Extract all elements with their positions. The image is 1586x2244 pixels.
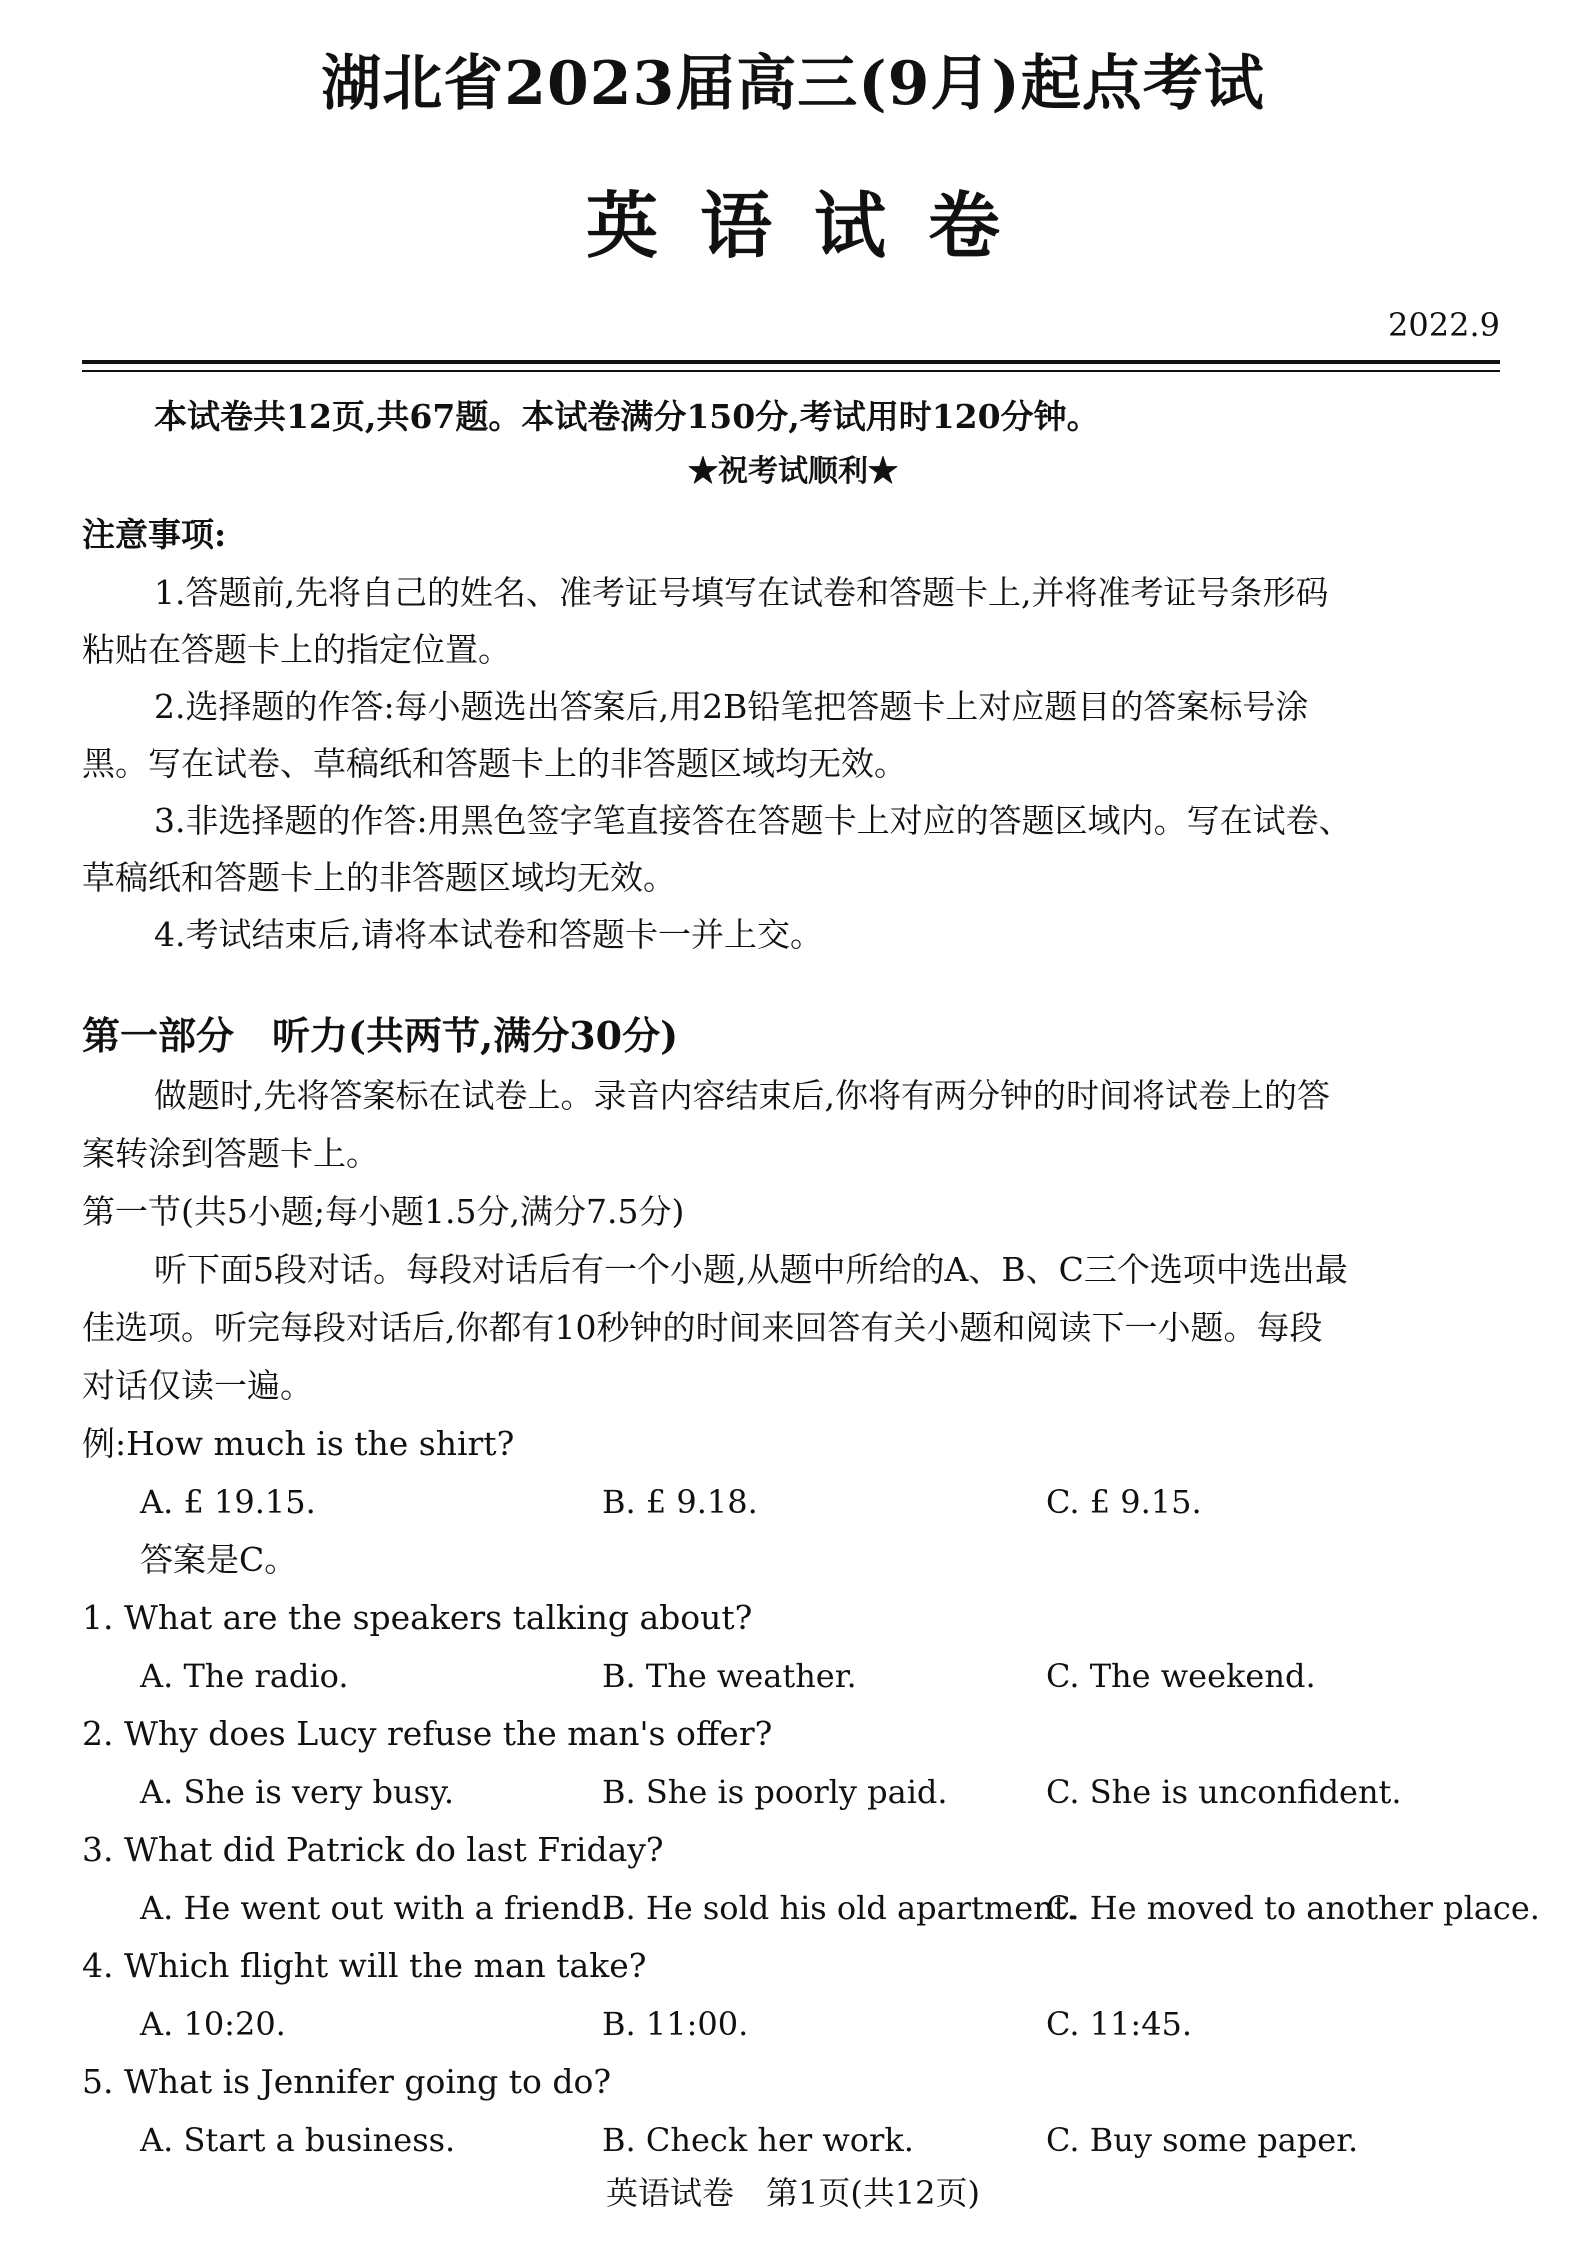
question: 4. Which flight will the man take? <box>82 1946 647 1985</box>
page-footer: 英语试卷 第1页(共12页) <box>605 2174 981 2212</box>
question: 2. Why does Lucy refuse the man's offer? <box>82 1714 773 1753</box>
example-options <box>82 1473 1500 1531</box>
notes-section <box>82 506 1500 963</box>
example-question: 例:How much is the shirt? <box>82 1424 515 1463</box>
question: 3. What did Patrick do last Friday? <box>82 1830 664 1869</box>
listening-part <box>82 1005 1540 2169</box>
example-answer: 答案是C。 <box>140 1540 298 1579</box>
note-line: 草稿纸和答题卡上的非答题区域均无效。 <box>82 858 676 897</box>
question-options <box>82 1647 1500 1705</box>
note-line: 粘贴在答题卡上的指定位置。 <box>82 630 511 669</box>
note-line: 1.答题前,先将自己的姓名、准考证号填写在试卷和答题卡上,并将准考证号条形码 <box>154 573 1329 612</box>
option-c: C. She is unconfident. <box>1046 1773 1402 1811</box>
option-a: A. The radio. <box>140 1657 349 1695</box>
option-b: B. She is poorly paid. <box>602 1773 948 1811</box>
option-c: C. Buy some paper. <box>1046 2121 1359 2159</box>
exam-subtitle: 英语试卷 <box>585 183 1042 268</box>
part1-intro-line: 做题时,先将答案标在试卷上。录音内容结束后,你将有两分钟的时间将试卷上的答 <box>154 1076 1330 1115</box>
note-line: 黑。写在试卷、草稿纸和答题卡上的非答题区域均无效。 <box>82 744 907 783</box>
question: 5. What is Jennifer going to do? <box>82 2062 612 2101</box>
section1-directions: 佳选项。听完每段对话后,你都有10秒钟的时间来回答有关小题和阅读下一小题。每段 <box>82 1308 1323 1347</box>
note-line: 3.非选择题的作答:用黑色签字笔直接答在答题卡上对应的答题区域内。写在试卷、 <box>154 801 1352 840</box>
exam-meta <box>82 388 1500 446</box>
option-c: C. £ 9.15. <box>1046 1483 1202 1521</box>
note-line: 2.选择题的作答:每小题选出答案后,用2B铅笔把答题卡上对应题目的答案标号涂 <box>154 687 1309 726</box>
part1-title: 第一部分 听力(共两节,满分30分) <box>82 1013 679 1058</box>
option-c: C. The weekend. <box>1046 1657 1316 1695</box>
header-rule-thin <box>82 370 1500 372</box>
option-b: B. £ 9.18. <box>602 1483 758 1521</box>
section1-title: 第一节(共5小题;每小题1.5分,满分7.5分) <box>82 1192 685 1231</box>
question-options <box>82 1879 1540 1937</box>
option-a: A. He went out with a friend. <box>140 1889 612 1927</box>
header-rule-thick <box>82 360 1500 364</box>
option-a: A. Start a business. <box>140 2121 456 2159</box>
question-options <box>82 1763 1500 1821</box>
part1-intro-line: 案转涂到答题卡上。 <box>82 1134 379 1173</box>
option-c: C. He moved to another place. <box>1046 1889 1540 1927</box>
option-b: B. Check her work. <box>602 2121 914 2159</box>
notes-title: 注意事项: <box>82 515 227 554</box>
option-a: A. 10:20. <box>140 2005 286 2043</box>
option-b: B. 11:00. <box>602 2005 749 2043</box>
question-options <box>82 2111 1500 2169</box>
option-b: B. The weather. <box>602 1657 857 1695</box>
section1-directions: 听下面5段对话。每段对话后有一个小题,从题中所给的A、B、C三个选项中选出最 <box>154 1250 1348 1289</box>
note-line: 4.考试结束后,请将本试卷和答题卡一并上交。 <box>154 915 823 954</box>
exam-title: 湖北省2023届高三(9月)起点考试 <box>321 49 1265 119</box>
option-a: A. She is very busy. <box>140 1773 454 1811</box>
question: 1. What are the speakers talking about? <box>82 1598 753 1637</box>
option-b: B. He sold his old apartment. <box>602 1889 1077 1927</box>
option-a: A. £ 19.15. <box>140 1483 316 1521</box>
question-options <box>82 1995 1500 2053</box>
exam-meta-text: 本试卷共12页,共67题。本试卷满分150分,考试用时120分钟。 <box>154 397 1100 436</box>
option-c: C. 11:45. <box>1046 2005 1193 2043</box>
good-luck-banner: ★祝考试顺利★ <box>688 454 898 489</box>
section1-directions: 对话仅读一遍。 <box>82 1366 313 1405</box>
exam-date: 2022.9 <box>1388 306 1500 344</box>
